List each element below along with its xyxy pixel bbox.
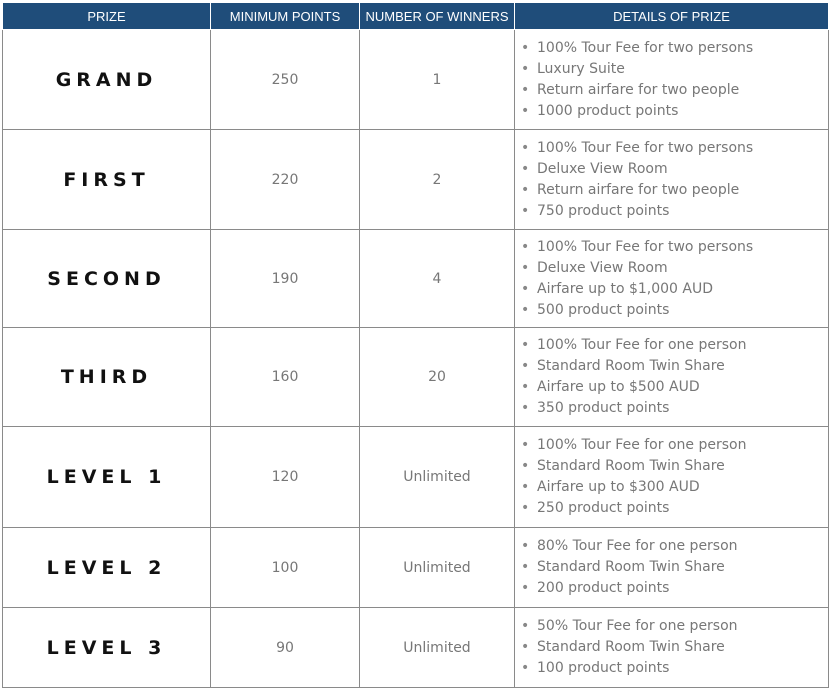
bullet-icon: • (521, 160, 530, 177)
prize-name: SECOND (3, 230, 211, 328)
details-text: Deluxe View Room (537, 160, 668, 177)
details-list-item (521, 159, 828, 180)
bullet-icon: • (521, 580, 530, 596)
details-text: Return airfare for two people (537, 181, 740, 198)
bullet-icon: • (521, 280, 530, 297)
number-of-winners: 4 (360, 230, 515, 328)
details-list-item (521, 578, 828, 599)
header-prize: PRIZE (3, 3, 211, 30)
prize-name: LEVEL 1 (3, 427, 211, 528)
details-list-item (521, 201, 828, 222)
details-list-item (521, 356, 828, 377)
minimum-points: 120 (211, 427, 360, 528)
details-text: 50% Tour Fee for one person (537, 618, 738, 634)
bullet-icon: • (521, 639, 530, 655)
bullet-icon: • (521, 379, 530, 395)
number-of-winners: Unlimited (360, 427, 515, 528)
details-text: Airfare up to $300 AUD (537, 479, 700, 495)
header-minimum-points: MINIMUM POINTS (211, 3, 360, 30)
table-row (3, 130, 829, 230)
prize-details (515, 328, 829, 427)
details-text: 100% Tour Fee for two persons (537, 238, 754, 255)
prize-details (515, 130, 829, 230)
bullet-icon: • (521, 559, 530, 575)
bullet-icon: • (521, 437, 530, 453)
prize-name: THIRD (3, 328, 211, 427)
details-text: Airfare up to $1,000 AUD (537, 280, 713, 297)
bullet-icon: • (521, 81, 530, 98)
details-list-item (521, 477, 828, 498)
prize-name: LEVEL 2 (3, 528, 211, 608)
bullet-icon: • (521, 458, 530, 474)
bullet-icon: • (521, 660, 530, 676)
details-list-item (521, 138, 828, 159)
details-text: 200 product points (537, 580, 670, 596)
details-list (521, 335, 828, 419)
details-list-item (521, 279, 828, 300)
details-list (521, 237, 828, 321)
details-text: Return airfare for two people (537, 81, 740, 98)
bullet-icon: • (521, 301, 530, 318)
minimum-points: 190 (211, 230, 360, 328)
details-list (521, 536, 828, 599)
table-row (3, 427, 829, 528)
details-list-item (521, 38, 828, 59)
details-list-item (521, 377, 828, 398)
prize-details (515, 30, 829, 130)
prize-table (2, 2, 829, 688)
bullet-icon: • (521, 500, 530, 516)
bullet-icon: • (521, 259, 530, 276)
details-list-item (521, 435, 828, 456)
details-text: Standard Room Twin Share (537, 639, 725, 655)
details-list (521, 138, 828, 222)
details-list-item (521, 180, 828, 201)
number-of-winners: 2 (360, 130, 515, 230)
details-text: 100% Tour Fee for two persons (537, 39, 754, 56)
bullet-icon: • (521, 102, 530, 119)
bullet-icon: • (521, 238, 530, 255)
details-text: 500 product points (537, 301, 670, 318)
table-header (3, 3, 829, 30)
minimum-points: 220 (211, 130, 360, 230)
prize-name: GRAND (3, 30, 211, 130)
minimum-points: 160 (211, 328, 360, 427)
bullet-icon: • (521, 400, 530, 416)
details-list-item (521, 557, 828, 578)
header-number-of-winners: NUMBER OF WINNERS (360, 3, 515, 30)
details-list-item (521, 258, 828, 279)
prize-name: LEVEL 3 (3, 608, 211, 688)
table-row (3, 608, 829, 688)
bullet-icon: • (521, 181, 530, 198)
header-row (3, 3, 829, 30)
details-list-item (521, 300, 828, 321)
bullet-icon: • (521, 60, 530, 77)
details-list-item (521, 658, 828, 679)
number-of-winners: 1 (360, 30, 515, 130)
details-list-item (521, 456, 828, 477)
details-text: 250 product points (537, 500, 670, 516)
table-body (3, 30, 829, 688)
details-list-item (521, 80, 828, 101)
bullet-icon: • (521, 39, 530, 56)
details-list (521, 38, 828, 122)
details-list-item (521, 536, 828, 557)
details-text: 100% Tour Fee for one person (537, 337, 747, 353)
bullet-icon: • (521, 618, 530, 634)
number-of-winners: Unlimited (360, 528, 515, 608)
bullet-icon: • (521, 479, 530, 495)
details-list-item (521, 498, 828, 519)
prize-details (515, 528, 829, 608)
details-text: 350 product points (537, 400, 670, 416)
number-of-winners: 20 (360, 328, 515, 427)
details-text: 750 product points (537, 202, 670, 219)
bullet-icon: • (521, 337, 530, 353)
table-row (3, 30, 829, 130)
details-list (521, 616, 828, 679)
details-text: 80% Tour Fee for one person (537, 538, 738, 554)
details-list-item (521, 101, 828, 122)
header-details-of-prize: DETAILS OF PRIZE (515, 3, 829, 30)
details-list-item (521, 59, 828, 80)
details-text: 100% Tour Fee for two persons (537, 139, 754, 156)
details-list-item (521, 237, 828, 258)
details-list-item (521, 616, 828, 637)
details-text: Standard Room Twin Share (537, 559, 725, 575)
bullet-icon: • (521, 202, 530, 219)
details-list (521, 435, 828, 519)
minimum-points: 100 (211, 528, 360, 608)
details-text: Standard Room Twin Share (537, 358, 725, 374)
bullet-icon: • (521, 139, 530, 156)
prize-details (515, 608, 829, 688)
prize-details (515, 230, 829, 328)
table-row (3, 328, 829, 427)
number-of-winners: Unlimited (360, 608, 515, 688)
details-text: Standard Room Twin Share (537, 458, 725, 474)
minimum-points: 90 (211, 608, 360, 688)
details-text: Deluxe View Room (537, 259, 668, 276)
prize-name: FIRST (3, 130, 211, 230)
table-row (3, 230, 829, 328)
details-list-item (521, 637, 828, 658)
details-text: Airfare up to $500 AUD (537, 379, 700, 395)
details-list-item (521, 398, 828, 419)
details-text: 1000 product points (537, 102, 679, 119)
details-text: Luxury Suite (537, 60, 625, 77)
bullet-icon: • (521, 358, 530, 374)
details-list-item (521, 335, 828, 356)
table-row (3, 528, 829, 608)
minimum-points: 250 (211, 30, 360, 130)
bullet-icon: • (521, 538, 530, 554)
prize-details (515, 427, 829, 528)
details-text: 100 product points (537, 660, 670, 676)
details-text: 100% Tour Fee for one person (537, 437, 747, 453)
